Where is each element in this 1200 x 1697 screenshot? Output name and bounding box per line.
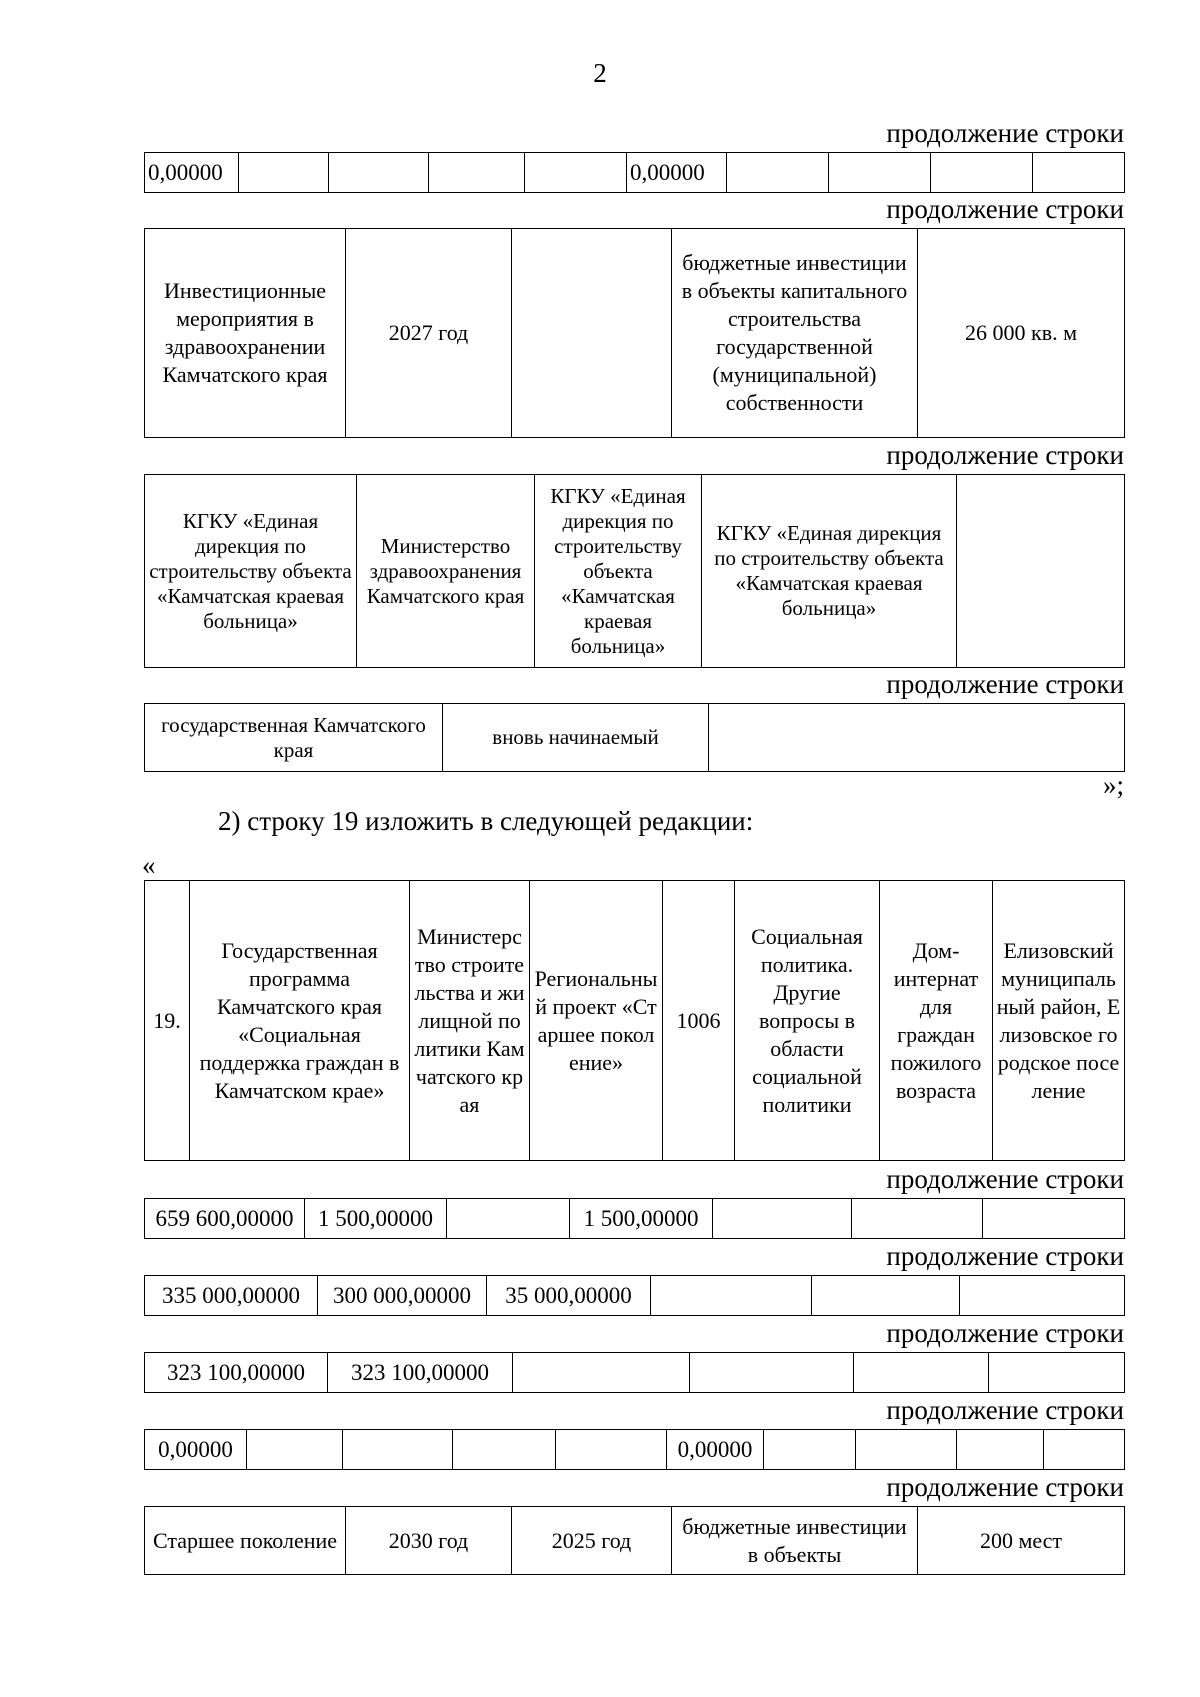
table-cell bbox=[989, 1353, 1125, 1393]
table-cell: бюджетные инвестиции в объекты капитального строительства государственной (муниципальной) собственности bbox=[672, 229, 918, 438]
table-cell bbox=[343, 1430, 453, 1470]
table-cell: 2025 год bbox=[512, 1507, 672, 1575]
table-cell bbox=[713, 1199, 852, 1239]
table-cell: 0,00000 bbox=[627, 153, 727, 193]
table-cell: КГКУ «Единая дирекция по строительству объекта «Камчатская краевая больница» bbox=[535, 475, 702, 668]
continuation-table-8 bbox=[144, 1352, 1125, 1393]
continuation-label: продолжение строки bbox=[886, 1472, 1124, 1502]
table-cell: 200 мест bbox=[918, 1507, 1125, 1575]
table-cell: государственная Камчатского края bbox=[145, 704, 443, 772]
table-cell: КГКУ «Единая дирекция по строительству объекта «Камчатская краевая больница» bbox=[145, 475, 357, 668]
table-cell bbox=[983, 1199, 1125, 1239]
table-cell: 335 000,00000 bbox=[145, 1276, 318, 1316]
table-cell: 323 100,00000 bbox=[145, 1353, 328, 1393]
table-cell bbox=[812, 1276, 960, 1316]
project-name: Региональный проект «Старшее поколение» bbox=[530, 881, 663, 1161]
table-cell bbox=[960, 1276, 1125, 1316]
table-cell bbox=[690, 1353, 854, 1393]
table-cell bbox=[651, 1276, 812, 1316]
policy-area: Социальная политика. Другие вопросы в области социальной политики bbox=[735, 881, 880, 1161]
table-cell bbox=[709, 704, 1125, 772]
table-cell: Старшее поколение bbox=[145, 1507, 346, 1575]
table-cell bbox=[829, 153, 931, 193]
continuation-label: продолжение строки bbox=[886, 194, 1124, 224]
continuation-table-1 bbox=[144, 152, 1125, 193]
table-cell: 2030 год bbox=[346, 1507, 512, 1575]
table-cell bbox=[447, 1199, 570, 1239]
table-cell: 1 500,00000 bbox=[570, 1199, 713, 1239]
table-cell bbox=[852, 1199, 983, 1239]
table-cell bbox=[429, 153, 525, 193]
continuation-label: продолжение строки bbox=[886, 1318, 1124, 1348]
continuation-label: продолжение строки bbox=[886, 669, 1124, 699]
row-number: 19. bbox=[145, 881, 190, 1161]
continuation-table-3 bbox=[144, 474, 1125, 668]
table-cell bbox=[957, 1430, 1044, 1470]
continuation-table-2 bbox=[144, 228, 1125, 438]
continuation-table-10 bbox=[144, 1506, 1125, 1575]
table-cell bbox=[247, 1430, 343, 1470]
continuation-label: продолжение строки bbox=[886, 440, 1124, 470]
continuation-label: продолжение строки bbox=[886, 1395, 1124, 1425]
table-cell bbox=[1044, 1430, 1125, 1470]
continuation-table-4 bbox=[144, 703, 1125, 772]
opening-quote: « bbox=[142, 850, 156, 880]
table-cell bbox=[854, 1353, 989, 1393]
table-cell: 35 000,00000 bbox=[487, 1276, 651, 1316]
table-cell: Инвестиционные мероприятия в здравоохранении Камчатского края bbox=[145, 229, 346, 438]
object-name: Дом-интернат для граждан пожилого возраста bbox=[880, 881, 993, 1161]
table-cell: 323 100,00000 bbox=[328, 1353, 513, 1393]
table-cell bbox=[512, 229, 672, 438]
ministry-name: Министерство строительства и жилищной политики Камчатского края bbox=[410, 881, 530, 1161]
continuation-table-7 bbox=[144, 1275, 1125, 1316]
table-cell bbox=[856, 1430, 957, 1470]
program-name: Государственная программа Камчатского края «Социальная поддержка граждан в Камчатском крае» bbox=[190, 881, 410, 1161]
row-19-table bbox=[144, 880, 1125, 1161]
table-cell: Министерство здравоохранения Камчатского края bbox=[357, 475, 535, 668]
table-cell bbox=[764, 1430, 856, 1470]
table-cell bbox=[931, 153, 1033, 193]
table-cell: КГКУ «Единая дирекция по строительству объекта «Камчатская краевая больница» bbox=[702, 475, 957, 668]
table-cell bbox=[957, 475, 1125, 668]
table-cell bbox=[329, 153, 429, 193]
continuation-label: продолжение строки bbox=[886, 1241, 1124, 1271]
location: Елизовский муниципальный район, Елизовское городское поселение bbox=[993, 881, 1125, 1161]
table-cell: 1 500,00000 bbox=[305, 1199, 447, 1239]
budget-code: 1006 bbox=[663, 881, 735, 1161]
table-cell bbox=[453, 1430, 556, 1470]
table-cell: 26 000 кв. м bbox=[918, 229, 1125, 438]
page-number: 2 bbox=[593, 58, 607, 88]
table-cell: бюджетные инвестиции в объекты bbox=[672, 1507, 918, 1575]
continuation-table-6 bbox=[144, 1198, 1125, 1239]
table-cell: 0,00000 bbox=[145, 1430, 247, 1470]
table-cell bbox=[525, 153, 627, 193]
table-cell: 0,00000 bbox=[667, 1430, 764, 1470]
table-cell bbox=[727, 153, 829, 193]
table-cell bbox=[239, 153, 329, 193]
continuation-label: продолжение строки bbox=[886, 118, 1124, 148]
closing-quote: »; bbox=[1102, 770, 1124, 800]
table-cell: 0,00000 bbox=[145, 153, 239, 193]
table-cell bbox=[1033, 153, 1125, 193]
instruction-text: 2) строку 19 изложить в следующей редакции: bbox=[218, 806, 754, 836]
table-cell: вновь начинаемый bbox=[443, 704, 709, 772]
table-cell: 659 600,00000 bbox=[145, 1199, 305, 1239]
table-cell: 2027 год bbox=[346, 229, 512, 438]
table-cell bbox=[556, 1430, 667, 1470]
table-cell: 300 000,00000 bbox=[318, 1276, 487, 1316]
continuation-label: продолжение строки bbox=[886, 1164, 1124, 1194]
continuation-table-9 bbox=[144, 1429, 1125, 1470]
table-cell bbox=[513, 1353, 690, 1393]
